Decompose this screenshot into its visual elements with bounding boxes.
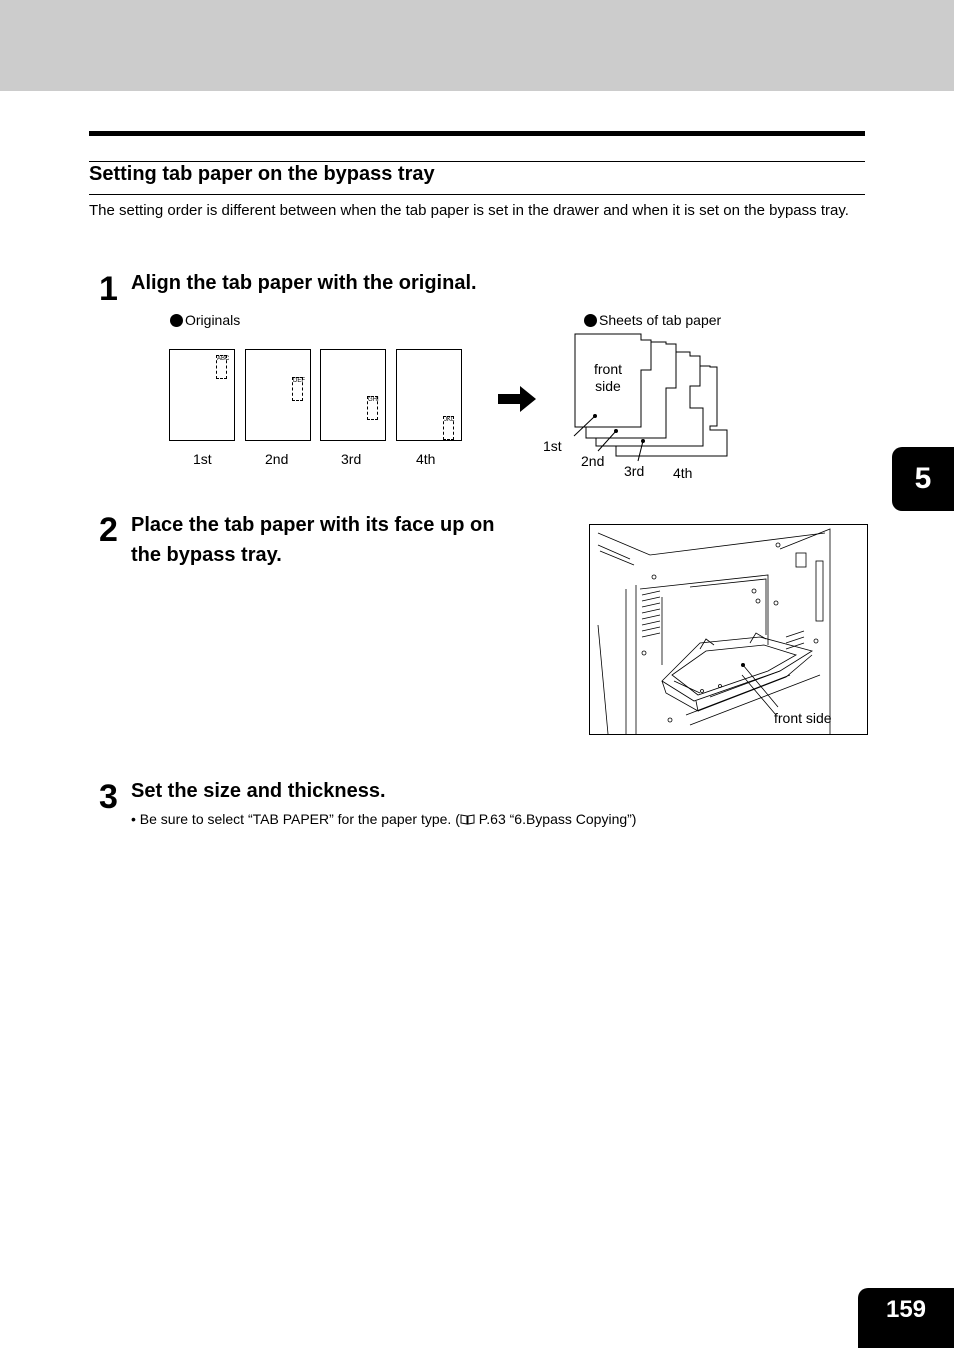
book-icon	[460, 813, 475, 825]
original-order-3rd: 3rd	[341, 451, 362, 467]
step-3-bullet	[131, 811, 636, 827]
tab-sheets-caption	[584, 312, 721, 328]
sheet-order-1st: 1st	[543, 438, 562, 454]
original-tab-mark: GHI	[367, 396, 378, 420]
sheet-order-4th: 4th	[673, 465, 693, 481]
reference-link[interactable]: P.63 “6.Bypass Copying”)	[474, 811, 637, 827]
front-side-label	[592, 361, 624, 395]
original-order-2nd: 2nd	[265, 451, 289, 467]
page-number: 159	[858, 1288, 954, 1348]
step-2-title	[131, 510, 561, 570]
step-3-title: Set the size and thickness.	[131, 780, 386, 802]
tab-paper-illustration	[540, 330, 740, 460]
original-tab-mark: ABC	[216, 355, 227, 379]
step-2-title-line-2: the bypass tray.	[131, 544, 282, 566]
sheet-order-3rd: 3rd	[624, 463, 645, 479]
tab-sheets-label: Sheets of tab paper	[599, 312, 722, 328]
original-order-4th: 4th	[416, 451, 436, 467]
black-dot-icon	[584, 314, 597, 327]
originals-label: Originals	[185, 312, 241, 328]
title-rule-bottom	[89, 194, 865, 195]
right-arrow-icon	[498, 386, 538, 412]
section-rule-thick	[89, 131, 865, 136]
black-dot-icon	[170, 314, 183, 327]
section-title: Setting tab paper on the bypass tray	[89, 163, 435, 185]
front-side-line-2: side	[595, 378, 621, 394]
original-page-1	[169, 349, 235, 441]
tray-front-side-label: front side	[774, 710, 832, 726]
original-order-1st: 1st	[193, 451, 212, 467]
step-3-number: 3	[99, 778, 117, 816]
step-2-title-line-1: Place the tab paper with its face up on	[131, 514, 495, 536]
original-page-4	[396, 349, 462, 441]
chapter-tab: 5	[892, 447, 954, 511]
originals-caption	[170, 312, 240, 328]
original-tab-mark: JKL	[443, 416, 454, 440]
front-side-line-1: front	[593, 361, 622, 377]
intro-paragraph: The setting order is different between when the tab paper is set in the drawer and when it is set on the bypass tray.	[89, 202, 849, 219]
original-page-2	[245, 349, 311, 441]
copier-drawing	[590, 525, 867, 734]
bypass-tray-illustration	[589, 524, 868, 735]
header-band	[0, 0, 954, 91]
step-1-number: 1	[99, 270, 117, 308]
sheet-order-2nd: 2nd	[581, 453, 605, 469]
original-page-3	[320, 349, 386, 441]
original-tab-mark: DEF	[292, 377, 303, 401]
bullet-text: • Be sure to select “TAB PAPER” for the paper type. (	[131, 811, 460, 827]
step-2-number: 2	[99, 511, 117, 549]
title-rule-top	[89, 161, 865, 162]
step-1-title: Align the tab paper with the original.	[131, 272, 477, 294]
